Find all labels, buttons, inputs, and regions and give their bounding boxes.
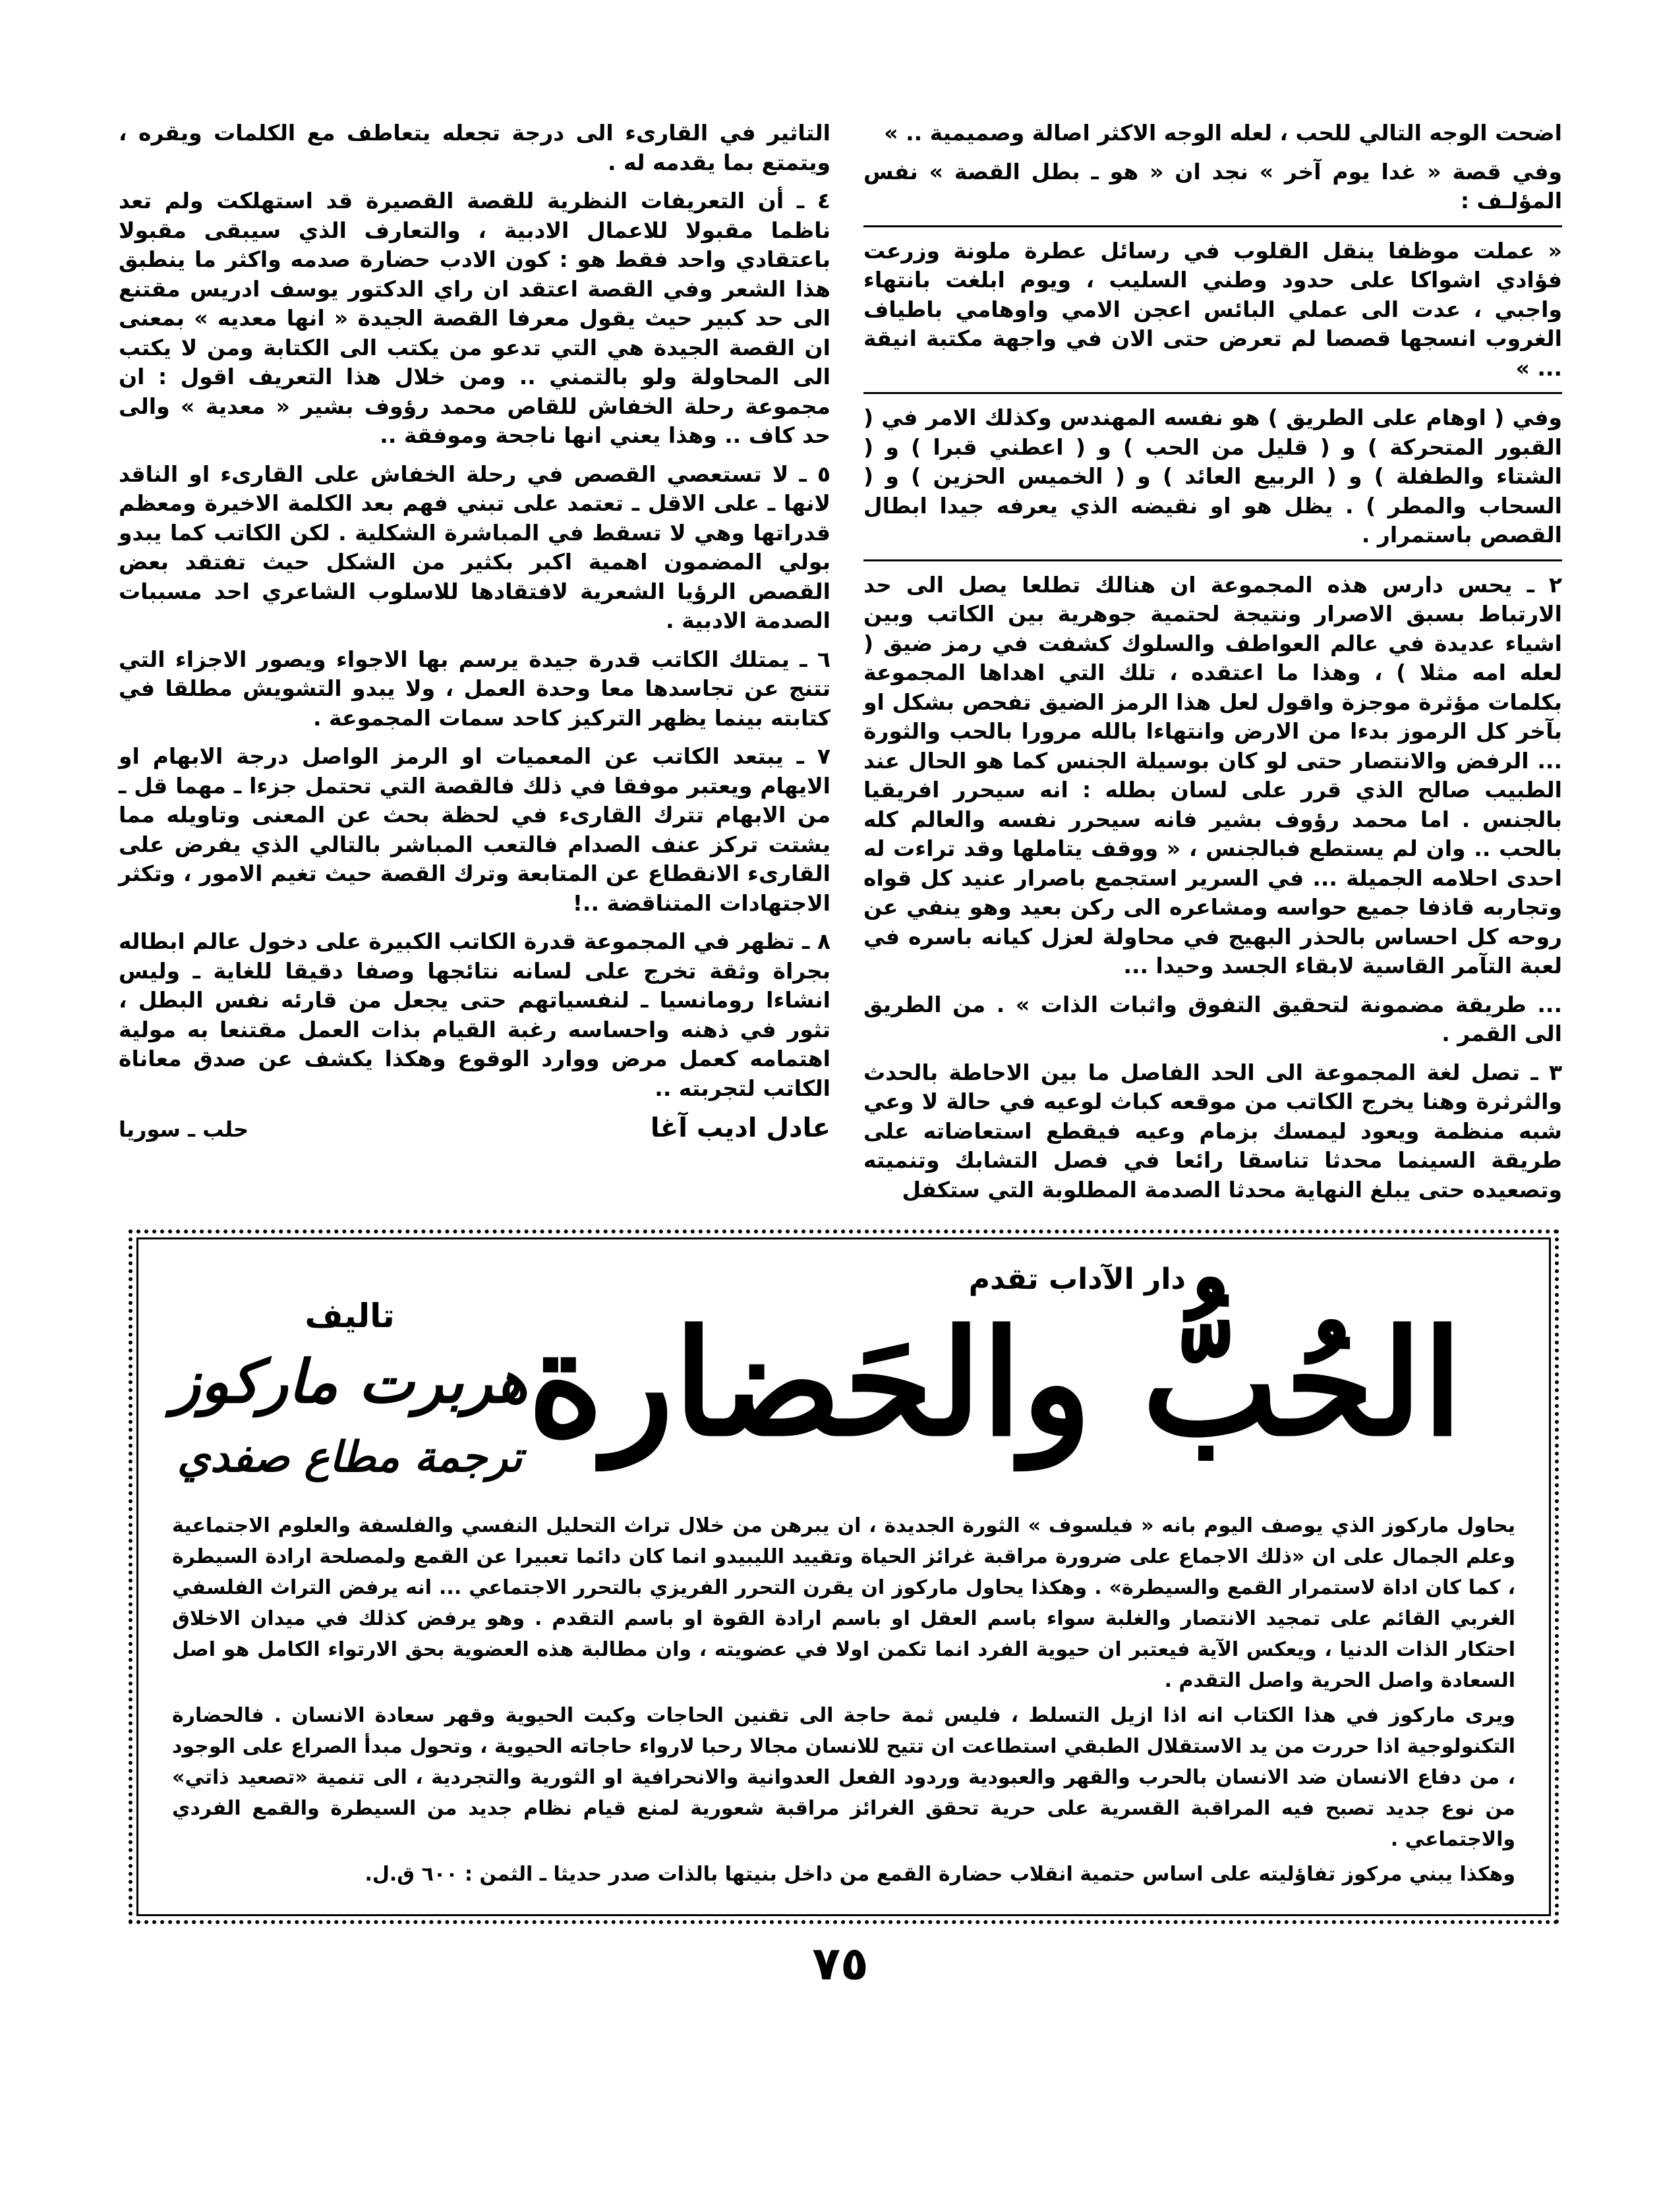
divider [863, 392, 1562, 394]
article-columns [119, 119, 1562, 1214]
book-author: هربرت ماركوز [171, 1347, 528, 1417]
ad-author-block [106, 1260, 528, 1490]
paragraph: ٨ ـ تظهر في المجموعة قدرة الكاتب الكبيرة على دخول عالم ابطاله بجراة وثقة تخرج على لسانه نتائجها وصفا دقيقا للغاية ـ وليس انشاءا رومانسيا ـ لنفسياتهم حتى يجعل من قارئه نفس البطل ، تثور في ذهنه واحساسه رغبة القيام بذات العمل مقتنعا به مولية اهتمامه كعمل مرض ووارد الوقوع وهكذا يكشف عن صدق معاناة الكاتب لتجربته .. [119, 928, 830, 1101]
paragraph: ٧ ـ يبتعد الكاتب عن المعميات او الرمز الواصل درجة الابهام او الايهام ويعتبر موفقا في ذلك فالقصة التي تحتمل جزءا ـ مهما قل ـ من الابهام تترك القارىء في لحظة بحث عن المعنى وتاويله مما يشتت تركز عنف الصدام فالتعب المباشر بالتالي الذي يفرض على القارىء الانقطاع عن المتابعة وترك القصة حيث تغيم الامور ، وتكثر الاجتهادات المتناقضة ..! [119, 743, 830, 916]
paragraph: ... طريقة مضمونة لتحقيق التفوق واثبات الذات » . من الطريق الى القمر . [863, 991, 1562, 1046]
paragraph: التاثير في القارىء الى درجة تجعله يتعاطف مع الكلمات ويقره ، ويتمتع بما يقدمه له . [119, 120, 830, 175]
quote-paragraph: « عملت موظفا ينقل القلوب في رسائل عطرة ملونة وزرعت فؤادي اشواكا على حدود وطني السليب ، ويوم ابلغت بانتهاء واجبي ، عدت الى عملي البائس اعجن الامي واوهامي باطياف الغروب انسجها قصصا لم تعرض حتى الان في واجهة مكتبة انيقة ... » [863, 237, 1562, 381]
paragraph: ٤ ـ أن التعريفات النظرية للقصة القصيرة قد استهلكت ولم تعد ناظما مقبولا للاعمال الادبية ، والتعارف الذي سيبقى مقبولا باعتقادي واحد فقط هو : كون الادب حضارة صدمه واكثر ما ينطبق هذا الشعر وفي القصة اعتقد ان راي الدكتور يوسف ادريس مقتنع الى حد كبير حيث يقول معرفا القصة الجيدة « انها معديه » بمعنى ان القصة الجيدة هي التي تدعو من يكتب الى الكتابة ومن لا يكتب الى المحاولة ولو بالتمني .. ومن خلال هذا التعريف اقول : ان مجموعة رحلة الخفاش للقاص محمد رؤوف بشير « معدية » والى حد كاف .. وهذا يعني انها ناجحة وموفقة .. [119, 188, 830, 448]
page-number: ٧٥ [812, 1937, 869, 1991]
paragraph: وفي قصة « غدا يوم آخر » نجد ان « هو ـ بطل القصة » نفس المؤلـف : [863, 158, 1562, 213]
paragraph: ٥ ـ لا تستعصي القصص في رحلة الخفاش على القارىء او الناقد لانها ـ على الاقل ـ تعتمد على تبني فهم بعد الكلمة الاخيرة ومعظم قدراتها وهي لا تسقط في المباشرة الشكلية . لكن الكاتب كما يبدو بولي المضمون اهمية اكبر بكثير من الشكل حيث تفتقد بعض القصص الرؤيا الشعرية لافتقادها للاسلوب الشاعري احد مسببات الصدمة الادبية . [119, 461, 830, 633]
magazine-page [119, 0, 1562, 2023]
paragraph: وهكذا يبني مركوز تفاؤليته على اساس حتمية انقلاب حضارة القمع من داخل بنيتها بالذات صدر حديثا ـ الثمن : ٦٠٠ ق.ل. [364, 1863, 1515, 1886]
publisher-line: دار الآداب تقدم [968, 1262, 1186, 1296]
ad-title-block [527, 1260, 1515, 1466]
book-advertisement [129, 1230, 1559, 1924]
book-title: الحُبُّ والحَضارة [527, 1297, 1463, 1468]
ad-description [172, 1510, 1515, 1890]
paragraph: اضحت الوجه التالي للحب ، لعله الوجه الاكثر اصالة وصميمية .. » [884, 120, 1562, 146]
paragraph: ٣ ـ تصل لغة المجموعة الى الحد الفاصل ما بين الاحاطة بالحدث والثرثرة وهنا يخرج الكاتب من موقعه كباث لوعيه في حالة لا وعي شبه منظمة ويعود ليمسك بزمام وعيه فيقطع استعاضاته على طريقة السينما محدثا تناسقا رائعا في فصل التشابك وتنميته وتصعيده حتى يبلغ النهاية محدثا الصدمة المطلوبة التي ستكفل [863, 1059, 1562, 1203]
paragraph: ٢ ـ يحس دارس هذه المجموعة ان هنالك تطلعا يصل الى حد الارتباط بسبق الاصرار ونتيجة لحتمية جوهرية بين الكاتب وبين اشياء عديدة في عالم العواطف والسلوك كشفت في رمز ضيق ( لعله امه مثلا ) ، وهذا ما اعتقده ، تلك التي اهداها المجموعة بكلمات مؤثرة موجزة واقول لعل هذا الرمز الضيق تفحص بشكل او بآخر كل الرموز بدءا من الارض وانتهاءا بالله مرورا بالحب والثورة ... الرفض والانتصار حتى لو كان بوسيلة الجنس كما هو الحال عند الطبيب صالح الذي قرر على لسان بطله : انه سيحرر افريقيا بالجنس . اما محمد رؤوف بشير فانه سيحرر نفسه والعالم كله بالحب .. وان لم يستطع فبالجنس ، « ووقف يتاملها وقد تراءت له احدى احلامه الجميلة ... في السرير استجمع باصرار عنيد كل قواه وتجاربه قاذفا جميع حواسه ومشاعره الى ركن بعيد وهو ينفي عن روحه كل احساس بالحذر البهيج في محاولة لعزل كيانه باسره في لعبة التآمر القاسية لابقاء الجسد وحيدا ... [863, 571, 1562, 978]
by-label: تاليف [305, 1297, 395, 1335]
article-signature [119, 1112, 830, 1145]
signature-location: حلب ـ سوريا [119, 1117, 249, 1142]
book-translator: ترجمة مطاع صفدي [177, 1432, 523, 1482]
divider [863, 559, 1562, 561]
divider [863, 225, 1562, 227]
article-column-left [119, 119, 830, 1145]
paragraph: ويرى ماركوز في هذا الكتاب انه اذا ازيل التسلط ، فليس ثمة حاجة الى تقنين الحاجات وكبت الحيوية وقهر سعادة الانسان . فالحضارة التكنولوجية اذا حررت من يد الاستقلال الطبقي استطاعت ان تتيح للانسان مجالا رحبا لارواء حاجاته الحيوية ، وتحول مبدأ الصراع على الوجود ، من دفاع الانسان ضد الانسان بالحرب والقهر والعبودية وردود الفعل العدوانية والانحرافية او الثورية والتجردية ، الى تنمية «تصعيد ذاتي» من نوع جديد تصبح فيه المراقبة القسرية على حرية تحقق الغرائز مراقبة شعورية لمنع قيام نظام جديد من السيطرة والقمع الفردي والاجتماعي . [172, 1704, 1515, 1851]
signature-author: عادل اديب آغا [650, 1113, 830, 1143]
paragraph: وفي ( اوهام على الطريق ) هو نفسه المهندس وكذلك الامر في ( القبور المتحركة ) و ( قليل من الحب ) و ( اعطني قبرا ) و ( الشتاء والطفلة ) و ( الربيع العائد ) و ( الخميس الحزين ) و ( السحاب والمطر ) . يظل هو او نقيضه الذي يعرفه جيدا ابطال القصص باستمرار . [863, 405, 1562, 548]
ad-header [172, 1260, 1515, 1490]
paragraph: يحاول ماركوز الذي يوصف اليوم بانه « فيلسوف » الثورة الجديدة ، ان يبرهن من خلال تراث التحليل النفسي والفلسفة والعلوم الاجتماعية وعلم الجمال على ان «ذلك الاجماع على ضرورة مراقبة غرائز الحياة وتقييد الليبيدو انما كان دائما تعبيرا عن القمع ولمصلحة ارادة السيطرة ، كما كان اداة لاستمرار القمع والسيطرة» . وهكذا يحاول ماركوز ان يقرن التحرر الفريزي بالتحرر الاجتماعي ... انه يرفض التراث الفلسفي الغربي القائم على تمجيد الانتصار والغلبة سواء باسم العقل او باسم ارادة القوة او باسم التقدم . وهو يرفض كذلك في ميدان الاخلاق احتكار الذات الدنيا ، ويعكس الآية فيعتبر ان حيوية الفرد انما تكمن اولا في عضويته ، وان مطالبة هذه العضوية بحق الارتواء الكامل هو اصل السعادة واصل الحرية واصل التقدم . [172, 1514, 1515, 1692]
article-column-right [863, 119, 1562, 1214]
paragraph: ٦ ـ يمتلك الكاتب قدرة جيدة يرسم بها الاجواء ويصور الاجزاء التي تتنج عن تجاسدها معا وحدة العمل ، ولا يبدو التشويش مطلقا في كتابته بينما يظهر التركيز كاحد سمات المجموعة . [119, 646, 830, 731]
